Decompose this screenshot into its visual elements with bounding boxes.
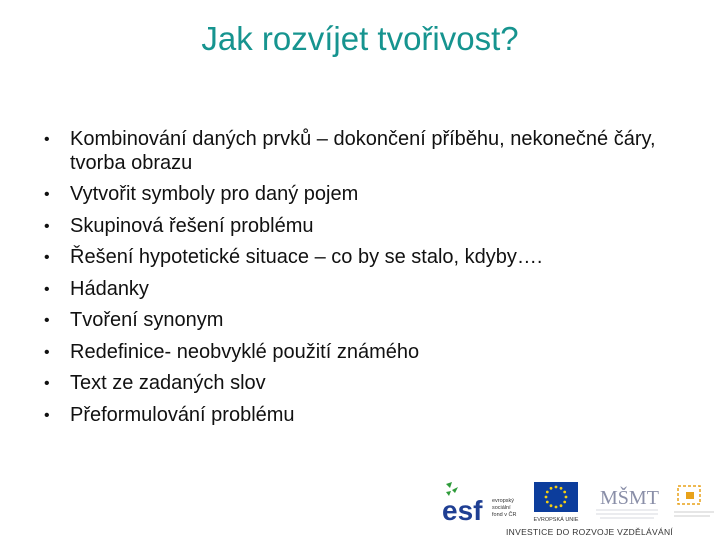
msmt-logo — [592, 480, 662, 526]
bullet-icon: • — [44, 249, 50, 266]
bullet-icon: • — [44, 312, 50, 329]
bullet-text: Vytvořit symboly pro daný pojem — [70, 183, 359, 205]
bullet-icon: • — [44, 186, 50, 203]
bullet-text: Kombinování daných prvků – dokončení příběhu, nekonečné čáry, tvorba obrazu — [70, 128, 656, 174]
eu-label: EVROPSKÁ UNIE — [533, 517, 579, 523]
msmt-text: MŠMT — [600, 487, 659, 509]
esf-sub-1: evropský — [492, 498, 515, 504]
list-item — [40, 128, 680, 175]
list-item — [40, 309, 680, 333]
bullet-text: Hádanky — [70, 277, 149, 300]
slide-title: Jak rozvíjet tvořivost? — [201, 20, 519, 57]
bullet-text: Text ze zadaných slov — [70, 372, 266, 394]
bullet-icon: • — [44, 406, 50, 424]
tagline: INVESTICE DO ROZVOJE VZDĚLÁVÁNÍ — [506, 527, 674, 537]
bullet-text: Skupinová řešení problému — [70, 214, 314, 237]
bullet-icon: • — [44, 343, 50, 361]
esf-text: esf — [442, 495, 483, 526]
bullet-list — [40, 128, 680, 435]
list-item — [40, 246, 680, 270]
bullet-icon: • — [44, 375, 50, 392]
op-logo — [670, 480, 718, 526]
bullet-text: Redefinice- neobvyklé použití známého — [70, 340, 420, 363]
list-item — [40, 404, 680, 428]
logo-bar — [436, 480, 720, 540]
bullet-text: Řešení hypotetické situace – co by se stalo, kdyby…. — [70, 246, 543, 268]
bullet-icon: • — [44, 217, 50, 235]
bullet-text: Přeformulování problému — [70, 403, 295, 426]
esf-sub-3: fond v ČR — [492, 512, 517, 518]
list-item — [40, 372, 680, 396]
eu-flag-logo — [526, 480, 586, 526]
bullet-text: Tvoření synonym — [70, 309, 224, 331]
bullet-icon: • — [44, 280, 50, 298]
esf-sub-2: sociální — [492, 505, 511, 511]
list-item — [40, 183, 680, 207]
list-item — [40, 278, 680, 302]
esf-logo — [440, 480, 524, 526]
list-item — [40, 215, 680, 239]
list-item — [40, 341, 680, 365]
bullet-icon: • — [44, 131, 50, 148]
